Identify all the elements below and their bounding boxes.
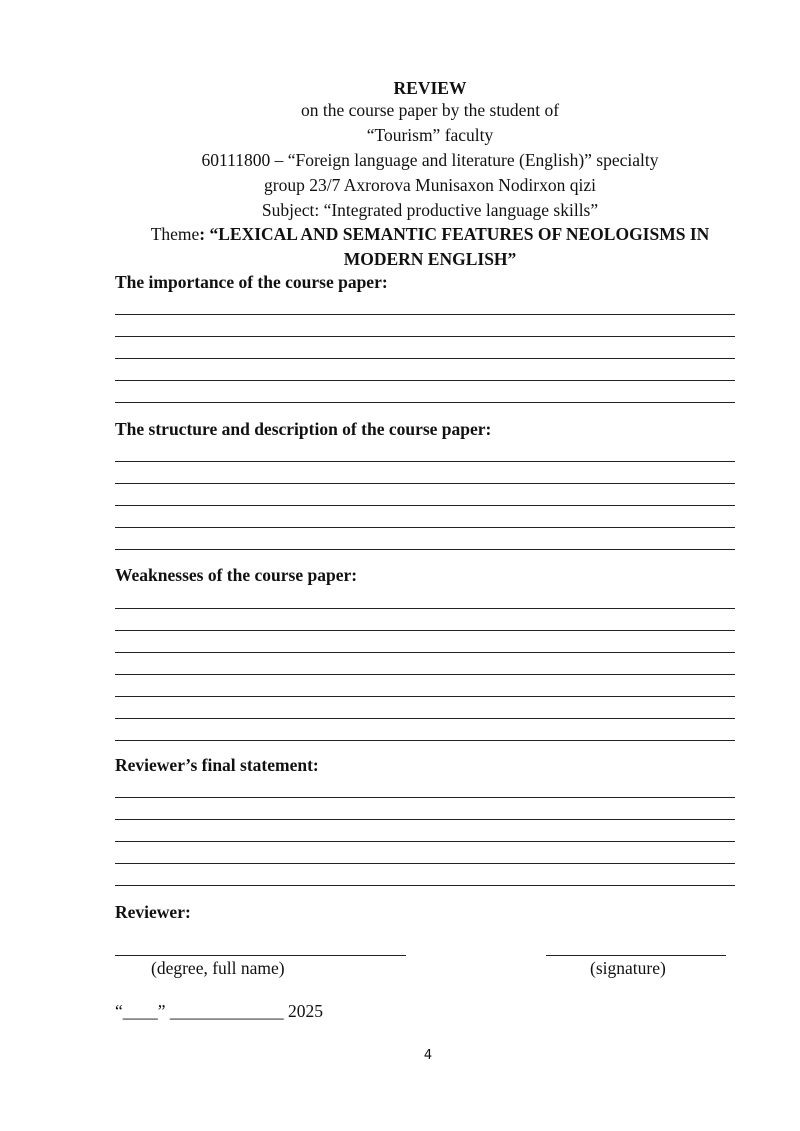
- importance-line[interactable]: [115, 380, 735, 381]
- final-statement-line[interactable]: [115, 797, 735, 798]
- final-statement-line[interactable]: [115, 863, 735, 864]
- final-statement-line[interactable]: [115, 819, 735, 820]
- importance-line[interactable]: [115, 314, 735, 315]
- page-number: 4: [423, 1048, 433, 1063]
- degree-name-line[interactable]: [115, 955, 406, 956]
- structure-line[interactable]: [115, 461, 735, 462]
- header-line-3: 60111800 – “Foreign language and literature (English)” specialty: [201, 150, 659, 170]
- weaknesses-line[interactable]: [115, 674, 735, 675]
- final-statement-heading: Reviewer’s final statement:: [115, 755, 319, 775]
- theme-line-2: MODERN ENGLISH”: [343, 249, 517, 269]
- theme-text: : “LEXICAL AND SEMANTIC FEATURES OF NEOLOGISMS IN: [199, 224, 710, 244]
- weaknesses-line[interactable]: [115, 652, 735, 653]
- structure-heading: The structure and description of the course paper:: [115, 419, 492, 439]
- final-statement-line[interactable]: [115, 885, 735, 886]
- header-line-1: on the course paper by the student of: [300, 100, 560, 120]
- importance-line[interactable]: [115, 358, 735, 359]
- weaknesses-heading: Weaknesses of the course paper:: [115, 565, 358, 585]
- structure-line[interactable]: [115, 505, 735, 506]
- header-line-2: “Tourism” faculty: [366, 125, 494, 145]
- theme-line: [110, 222, 750, 246]
- importance-line[interactable]: [115, 402, 735, 403]
- signature-line[interactable]: [546, 955, 726, 956]
- header-line-5: Subject: “Integrated productive language skills”: [261, 200, 599, 220]
- date-line[interactable]: “____” _____________ 2025: [115, 1001, 324, 1021]
- importance-line[interactable]: [115, 336, 735, 337]
- review-title: REVIEW: [393, 78, 467, 98]
- degree-caption: (degree, full name): [151, 958, 285, 978]
- weaknesses-line[interactable]: [115, 718, 735, 719]
- structure-line[interactable]: [115, 549, 735, 550]
- weaknesses-line[interactable]: [115, 608, 735, 609]
- structure-line[interactable]: [115, 527, 735, 528]
- theme-prefix: Theme: [150, 224, 200, 244]
- weaknesses-line[interactable]: [115, 630, 735, 631]
- importance-heading: The importance of the course paper:: [115, 272, 388, 292]
- weaknesses-line[interactable]: [115, 740, 735, 741]
- reviewer-heading: Reviewer:: [115, 902, 191, 922]
- header-line-4: group 23/7 Axrorova Munisaxon Nodirxon qizi: [264, 175, 596, 195]
- signature-caption: (signature): [590, 958, 666, 978]
- weaknesses-line[interactable]: [115, 696, 735, 697]
- structure-line[interactable]: [115, 483, 735, 484]
- final-statement-line[interactable]: [115, 841, 735, 842]
